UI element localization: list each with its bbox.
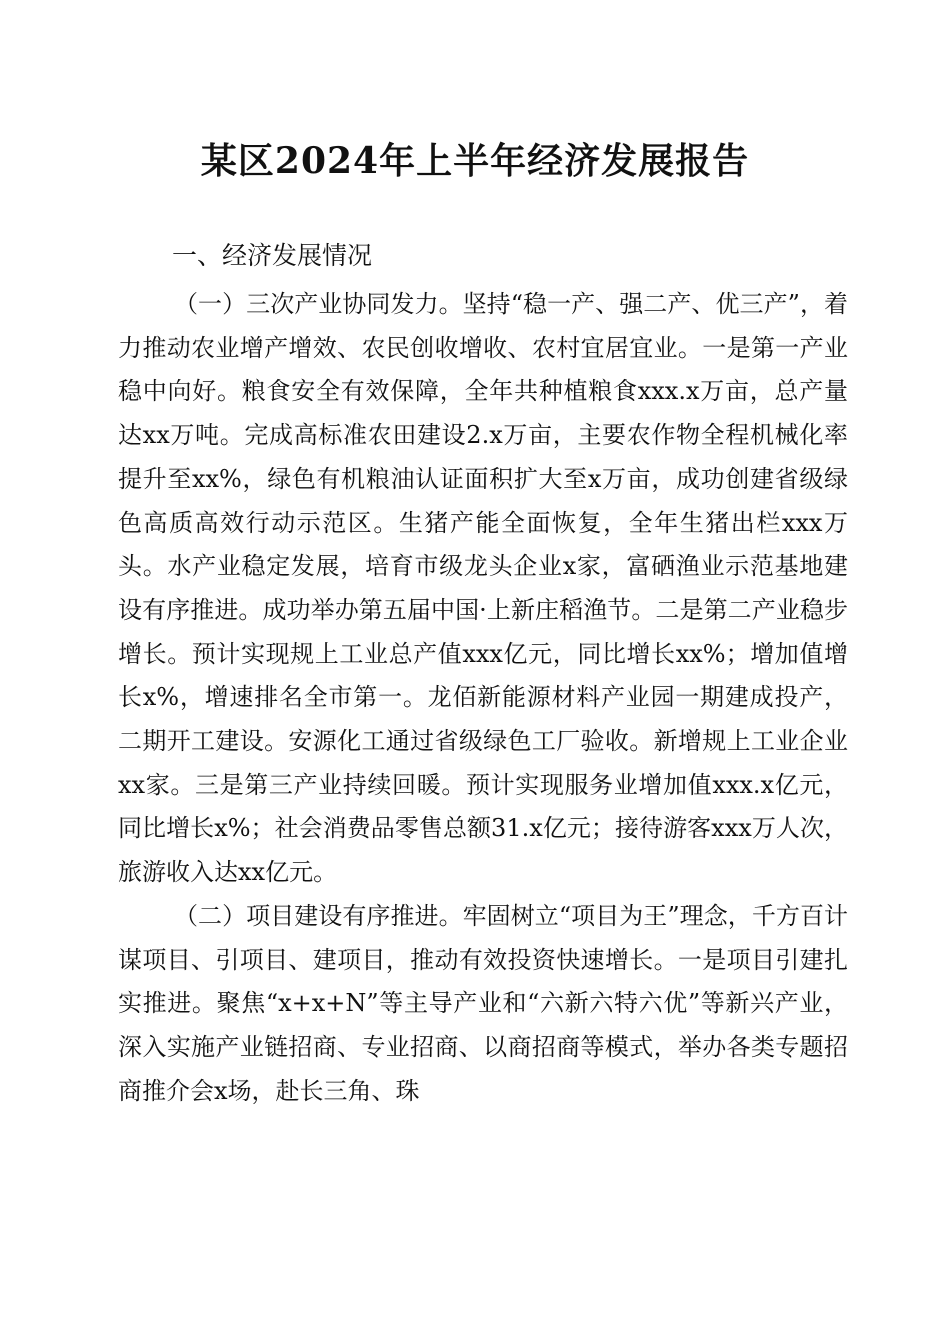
document-title: 某区2024年上半年经济发展报告 (200, 140, 750, 182)
document-body (118, 283, 848, 1113)
paragraph-industry (118, 283, 848, 895)
paragraph-text: 牢固树立“项目为王”理念，千方百计谋项目、引项目、建项目，推动有效投资快速增长。一是项目引建扎实推进。聚焦“x+x+N”等主导产业和“六新六特六优”等新兴产业，深入实施产业链招商、专业招商、以商招商等模式，举办各类专题招商推介会x场，赴长三角、珠 (118, 901, 848, 1105)
paragraph-lead: （一）三次产业协同发力。 (174, 290, 463, 318)
section-heading: 一、经济发展情况 (172, 241, 373, 270)
paragraph-lead: （二）项目建设有序推进。 (174, 901, 463, 930)
paragraph-projects (118, 895, 848, 1114)
paragraph-text: 坚持“稳一产、强二产、优三产”，着力推动农业增产增效、农民创收增收、农村宜居宜业。一是第一产业稳中向好。粮食安全有效保障，全年共种植粮食xxx.x万亩，总产量达xx万吨。完成高标准农田建设2.x万亩，主要农作物全程机械化率提升至xx%，绿色有机粮油认证面积扩大至x万亩，成功创建省级绿色高质高效行动示范区。生猪产能全面恢复，全年生猪出栏xxx万头。水产业稳定发展，培育市级龙头企业x家，富硒渔业示范基地建设有序推进。成功举办第五届中国·上新庄稻渔节。二是第二产业稳步增长。预计实现规上工业总产值xxx亿元，同比增长xx%；增加值增长x%，增速排名全市第一。龙佰新能源材料产业园一期建成投产，二期开工建设。安源化工通过省级绿色工厂验收。新增规上工业企业xx家。三是第三产业持续回暖。预计实现服务业增加值xxx.x亿元，同比增长x%；社会消费品零售总额31.x亿元；接待游客xxx万人次，旅游收入达xx亿元。 (118, 290, 848, 887)
